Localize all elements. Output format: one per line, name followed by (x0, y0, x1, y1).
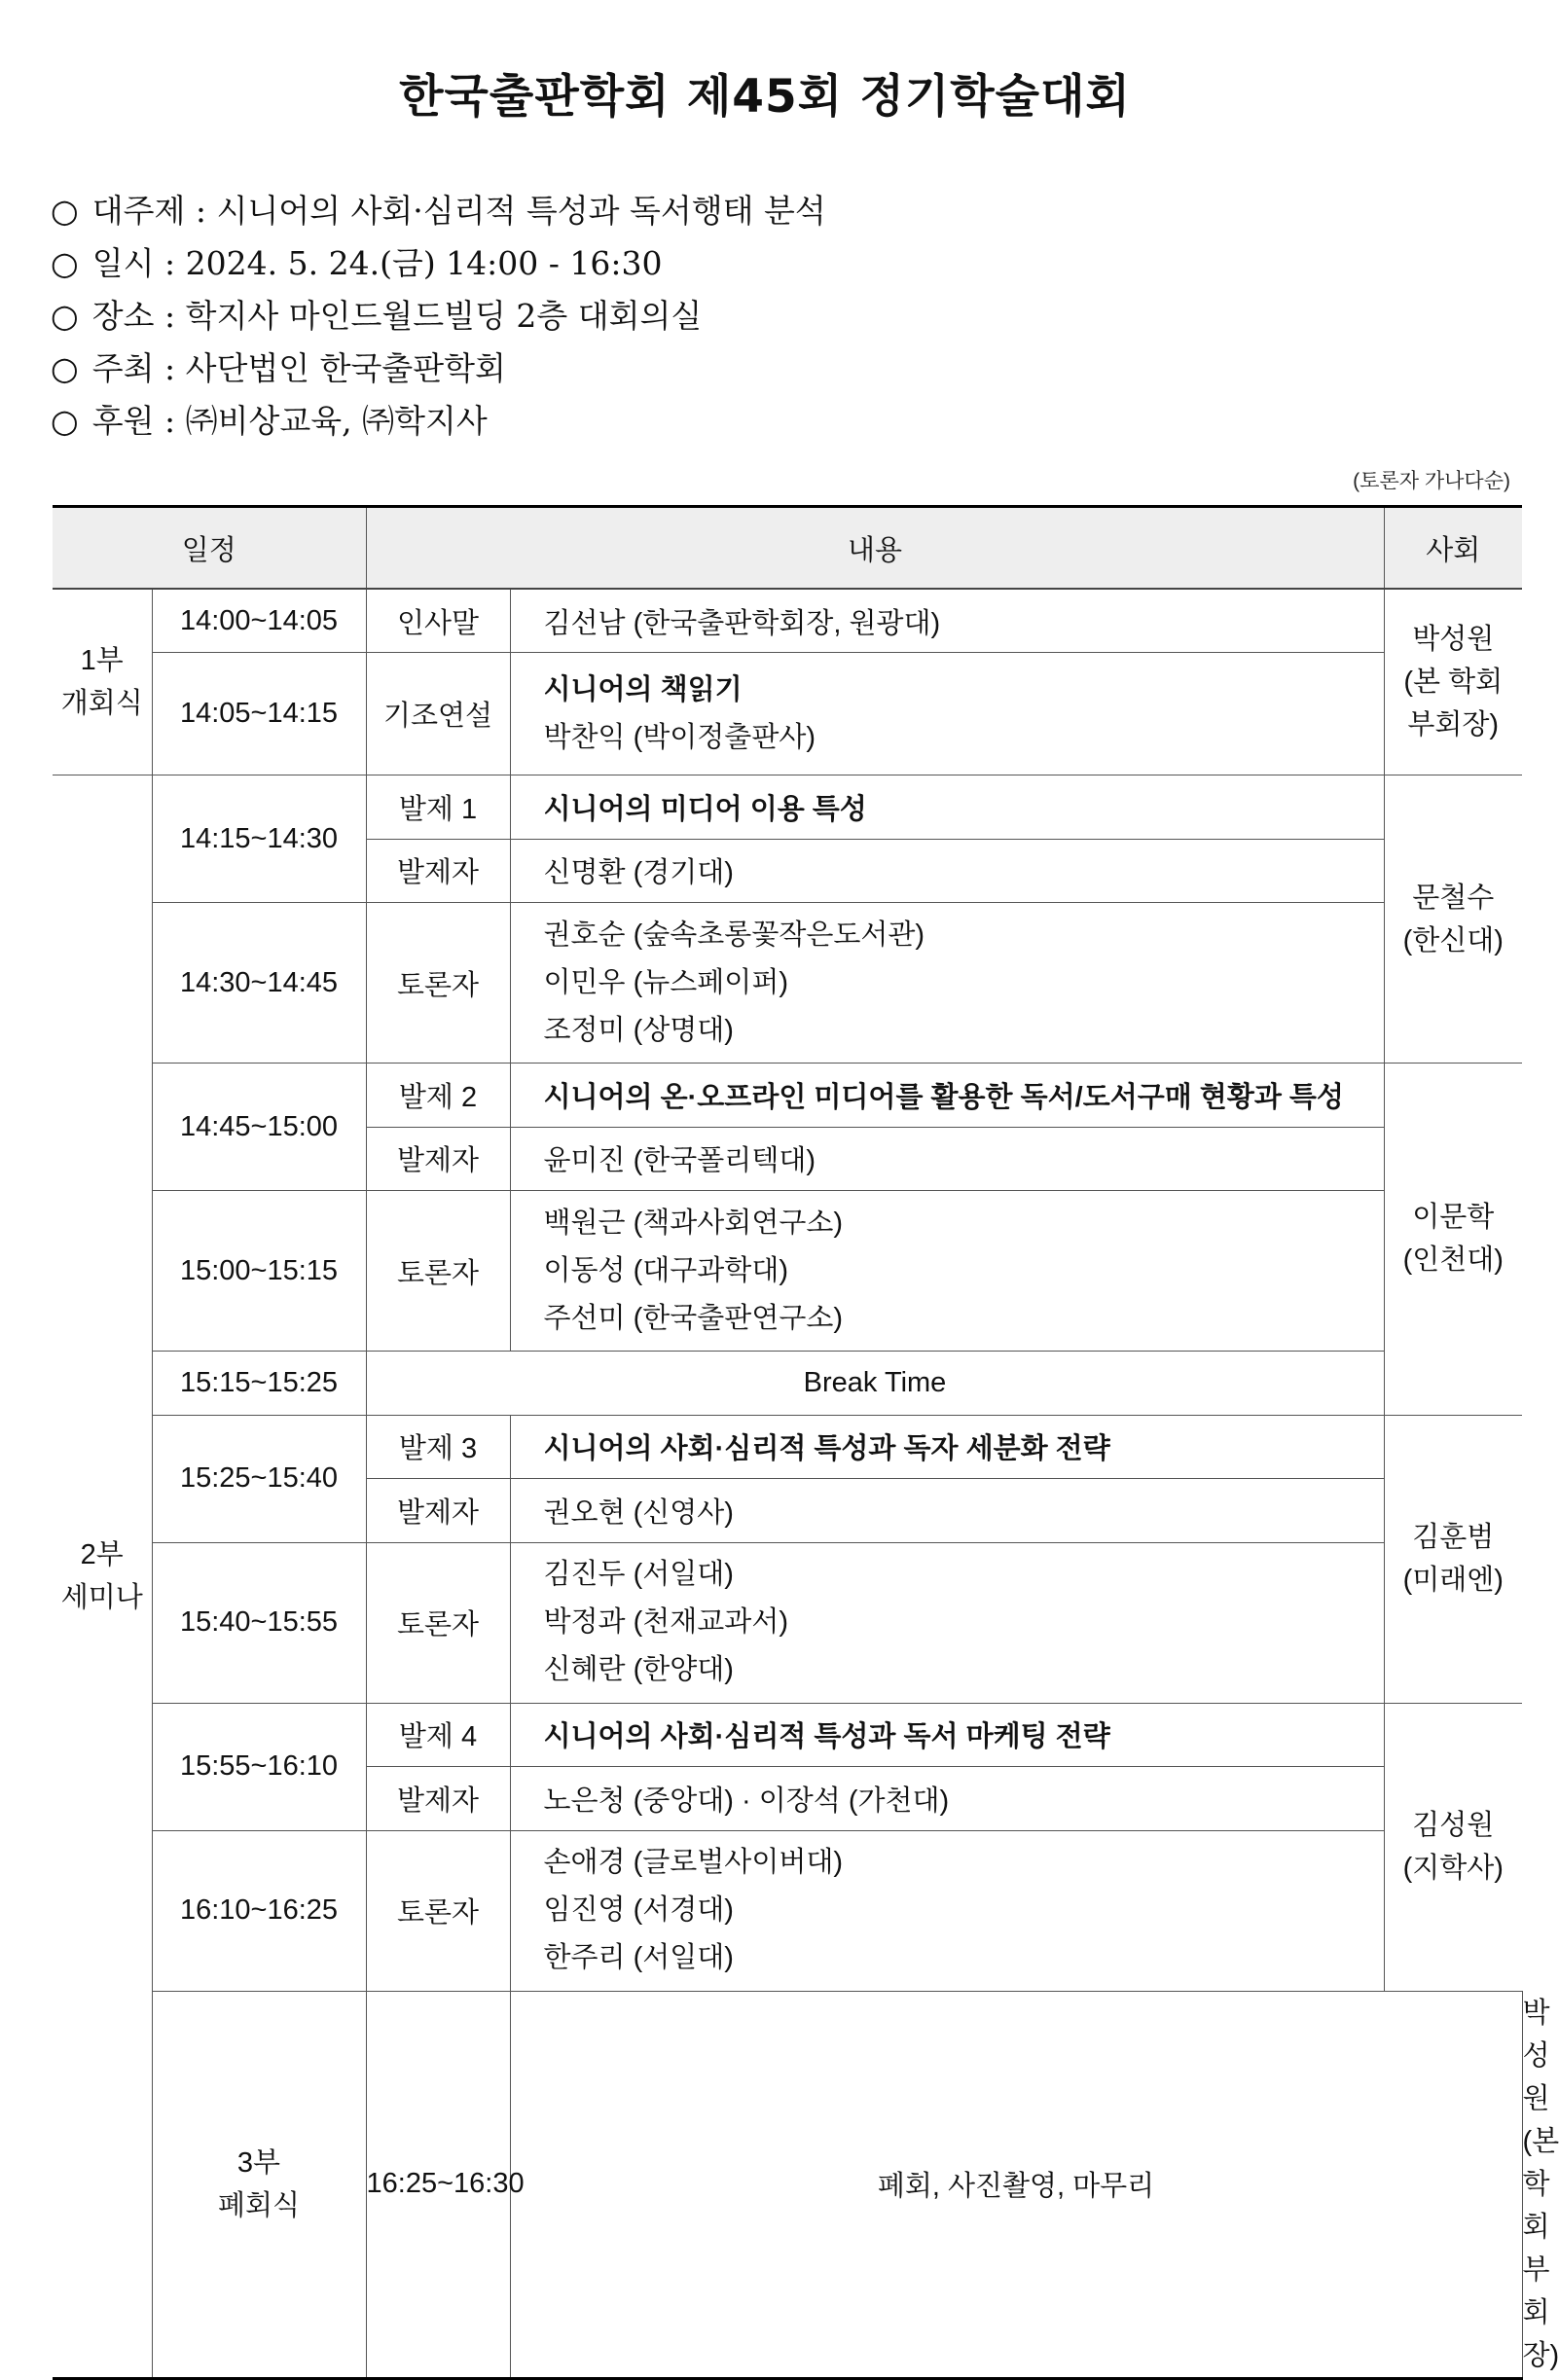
discussant-order-note: (토론자 가나다순) (1353, 470, 1510, 492)
info-text: 일시 : 2024. 5. 24.(금) 14:00 - 16:30 (91, 244, 663, 282)
info-text: 후원 : ㈜비상교육, ㈜학지사 (91, 402, 488, 440)
circle-bullet-icon: ○ (51, 297, 79, 335)
time-cell: 14:15~14:30 (152, 775, 366, 903)
role-cell: 발제 4 (366, 1703, 510, 1767)
time-cell: 14:00~14:05 (152, 589, 366, 653)
chair-name: 김성원 (1412, 1810, 1495, 1841)
circle-bullet-icon: ○ (51, 349, 79, 387)
content-cell: 신명환 (경기대) (510, 839, 1384, 903)
chair-affil: (지학사) (1402, 1853, 1504, 1884)
keynote-title: 시니어의 책읽기 (543, 673, 743, 705)
info-list (51, 185, 826, 448)
part-number: 2부 (80, 1538, 124, 1570)
part-number: 3부 (236, 2146, 281, 2179)
header-chair: 사회 (1384, 507, 1522, 590)
discussant: 신혜란 (한양대) (543, 1654, 734, 1685)
chair-affil: (미래엔) (1402, 1565, 1504, 1596)
circle-bullet-icon: ○ (51, 244, 79, 282)
discussant: 임진영 (서경대) (543, 1894, 734, 1926)
topic-cell: 시니어의 사회·심리적 특성과 독서 마케팅 전략 (510, 1703, 1384, 1767)
chair-name: 김훈범 (1412, 1522, 1495, 1553)
table-row (53, 1191, 1522, 1352)
content-cell: 노은청 (중앙대) · 이장석 (가천대) (510, 1767, 1384, 1831)
info-text: 주최 : 사단법인 한국출판학회 (91, 349, 506, 387)
table-row (53, 1830, 1522, 1991)
role-cell: 발제 3 (366, 1415, 510, 1479)
break-cell: Break Time (366, 1352, 1384, 1416)
time-cell: 15:25~15:40 (152, 1415, 366, 1542)
role-cell: 토론자 (366, 903, 510, 1064)
role-cell: 발제자 (366, 1767, 510, 1831)
chair-name: 박성원 (1412, 624, 1495, 655)
table-row (53, 1542, 1522, 1703)
role-cell: 기조연설 (366, 653, 510, 775)
chair-name: 이문학 (1412, 1202, 1495, 1234)
chair-affil: (본 학회 (1403, 667, 1504, 698)
keynote-speaker: 박찬익 (박이정출판사) (543, 721, 816, 753)
topic-cell: 시니어의 온·오프라인 미디어를 활용한 독서/도서구매 현황과 특성 (510, 1064, 1384, 1128)
table-row (53, 903, 1522, 1064)
discussant: 주선미 (한국출판연구소) (543, 1302, 844, 1334)
info-item (51, 343, 826, 395)
role-cell: 발제 1 (366, 775, 510, 840)
discussant: 이민우 (뉴스페이퍼) (543, 966, 788, 998)
info-item (51, 395, 826, 448)
table-row (53, 589, 1522, 653)
role-cell: 토론자 (366, 1191, 510, 1352)
closing-cell: 폐회, 사진촬영, 마무리 (510, 1991, 1522, 2378)
chair-cell (1384, 589, 1522, 775)
header-content: 내용 (366, 507, 1384, 590)
topic-cell: 시니어의 사회·심리적 특성과 독자 세분화 전략 (510, 1415, 1384, 1479)
content-cell (510, 1191, 1384, 1352)
table-row (53, 653, 1522, 775)
table-row (53, 1415, 1522, 1479)
part-label (53, 589, 152, 775)
content-cell (510, 653, 1384, 775)
part-label (53, 775, 152, 2379)
info-text: 장소 : 학지사 마인드월드빌딩 2층 대회의실 (91, 297, 703, 335)
discussant: 김진두 (서일대) (543, 1559, 734, 1590)
time-cell: 14:30~14:45 (152, 903, 366, 1064)
page-title: 한국출판학회 제45회 정기학술대회 (399, 70, 1131, 124)
part-name: 개회식 (60, 688, 143, 719)
info-item (51, 237, 826, 290)
content-cell: 권오현 (신영사) (510, 1479, 1384, 1543)
circle-bullet-icon: ○ (51, 192, 79, 230)
header-schedule: 일정 (53, 507, 366, 590)
time-cell: 16:25~16:30 (366, 1991, 510, 2378)
part-name: 세미나 (60, 1581, 143, 1613)
chair-cell (1384, 1064, 1522, 1416)
circle-bullet-icon: ○ (51, 402, 79, 440)
chair-cell (1384, 1703, 1522, 1991)
discussant: 권호순 (숲속초롱꽃작은도서관) (543, 919, 925, 951)
time-cell: 15:00~15:15 (152, 1191, 366, 1352)
role-cell: 인사말 (366, 589, 510, 653)
role-cell: 토론자 (366, 1542, 510, 1703)
time-cell: 14:45~15:00 (152, 1064, 366, 1191)
discussant: 조정미 (상명대) (543, 1014, 734, 1046)
part-number: 1부 (80, 645, 124, 676)
discussant: 손애경 (글로벌사이버대) (543, 1847, 844, 1878)
content-cell (510, 1830, 1384, 1991)
time-cell: 14:05~14:15 (152, 653, 366, 775)
table-row (53, 1703, 1522, 1767)
table-row (53, 1352, 1522, 1416)
info-item (51, 290, 826, 343)
table-row: 3부 폐회식 16:25~16:30 폐회, 사진촬영, 마무리 박성원 (본 학회 부회장) (53, 1991, 1522, 2378)
topic-cell: 시니어의 미디어 이용 특성 (510, 775, 1384, 840)
table-row (53, 1064, 1522, 1128)
discussant: 이동성 (대구과학대) (543, 1254, 788, 1286)
chair-name: 문철수 (1412, 882, 1495, 914)
chair-cell (1384, 775, 1522, 1064)
chair-affil: 부회장) (1407, 709, 1500, 740)
time-cell: 15:40~15:55 (152, 1542, 366, 1703)
role-cell: 발제자 (366, 839, 510, 903)
info-item (51, 185, 826, 237)
table-row (53, 775, 1522, 840)
role-cell: 발제자 (366, 1127, 510, 1191)
role-cell: 발제자 (366, 1479, 510, 1543)
part-label (152, 1991, 366, 2378)
content-cell (510, 1542, 1384, 1703)
chair-affil: (한신대) (1402, 924, 1504, 956)
table-header-row (53, 507, 1522, 590)
role-cell: 발제 2 (366, 1064, 510, 1128)
chair-cell (1384, 1415, 1522, 1703)
role-cell: 토론자 (366, 1830, 510, 1991)
content-cell (510, 903, 1384, 1064)
content-cell: 윤미진 (한국폴리텍대) (510, 1127, 1384, 1191)
discussant: 한주리 (서일대) (543, 1942, 734, 1973)
discussant: 백원근 (책과사회연구소) (543, 1207, 844, 1239)
content-cell: 김선남 (한국출판학회장, 원광대) (510, 589, 1384, 653)
time-cell: 15:15~15:25 (152, 1352, 366, 1416)
time-cell: 16:10~16:25 (152, 1830, 366, 1991)
chair-affil: (인천대) (1402, 1244, 1504, 1277)
schedule-table (53, 505, 1559, 2380)
info-text: 대주제 : 시니어의 사회·심리적 특성과 독서행태 분석 (91, 192, 826, 230)
part-name: 폐회식 (217, 2189, 301, 2221)
discussant: 박정과 (천재교과서) (543, 1606, 788, 1638)
time-cell: 15:55~16:10 (152, 1703, 366, 1830)
